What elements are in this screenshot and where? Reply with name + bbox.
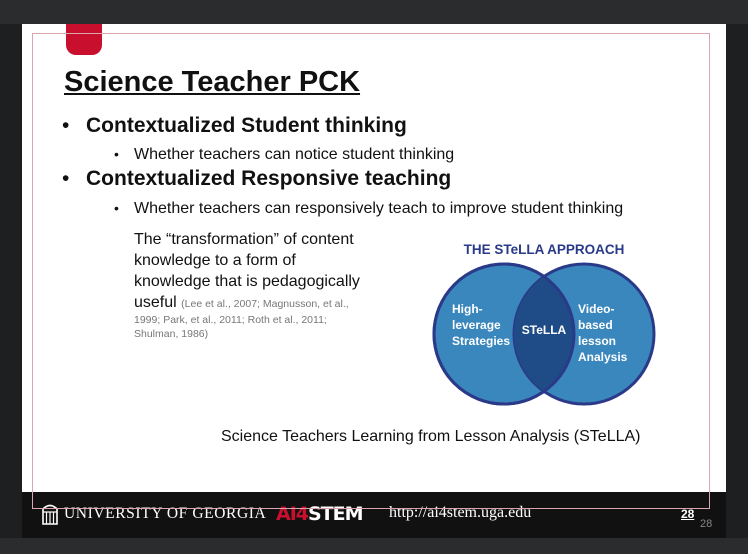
stella-venn-diagram [428, 236, 660, 408]
sub-bullet-notice: Whether teachers can notice student thinking [134, 146, 455, 163]
stella-caption: Science Teachers Learning from Lesson Analysis (STeLLA) [221, 428, 641, 445]
bullet-dot-icon: • [62, 167, 70, 190]
bullet-student-thinking: Contextualized Student thinking [86, 114, 407, 137]
slide-title: Science Teacher PCK [64, 66, 361, 98]
venn-right-label: Analysis [578, 350, 628, 364]
quote-line: knowledge that is pedagogically [134, 273, 360, 290]
citation: (Lee et al., 2007; Magnusson, et al., [181, 298, 349, 310]
venn-center-label: STeLLA [521, 323, 567, 337]
uga-arch-icon [42, 503, 58, 525]
quote-line: useful [134, 294, 177, 311]
brand-ai4: AI4 [276, 503, 308, 525]
uga-red-tab [66, 24, 102, 55]
venn-right-label: lesson [578, 334, 617, 348]
venn-right-label: based [578, 318, 613, 332]
bullet-responsive-teaching: Contextualized Responsive teaching [86, 167, 452, 190]
venn-right-label: Video- [578, 302, 615, 316]
website-url[interactable]: http://ai4stem.uga.edu [389, 504, 532, 521]
sub-bullet-responsive: Whether teachers can responsively teach to improve student thinking [134, 200, 624, 217]
pck-definition-quote [134, 229, 404, 341]
venn-left-label: leverage [452, 318, 501, 332]
uga-logo [42, 503, 266, 525]
venn-left-label: Strategies [452, 334, 511, 348]
quote-line: knowledge to a form of [134, 252, 296, 269]
sub-bullet-dot-icon: • [114, 146, 119, 162]
bullet-dot-icon: • [62, 114, 70, 137]
sub-bullet-dot-icon: • [114, 200, 119, 216]
venn-left-label: High- [452, 302, 483, 316]
university-name: UNIVERSITY OF GEORGIA [64, 505, 267, 522]
viewer-bottom-bar [0, 538, 748, 554]
slide-number-link[interactable]: 28 [681, 507, 695, 521]
citation: Shulman, 1986) [134, 328, 209, 340]
venn-heading: THE STeLLA APPROACH [463, 242, 625, 257]
slide-number: 28 [700, 518, 713, 530]
brand-stem: STEM [308, 503, 363, 525]
viewer-top-bar [0, 0, 748, 24]
citation: 1999; Park, et al., 2011; Roth et al., 2011; [134, 314, 327, 326]
quote-line: The “transformation” of content [134, 231, 354, 248]
ai4stem-logo [276, 503, 363, 525]
